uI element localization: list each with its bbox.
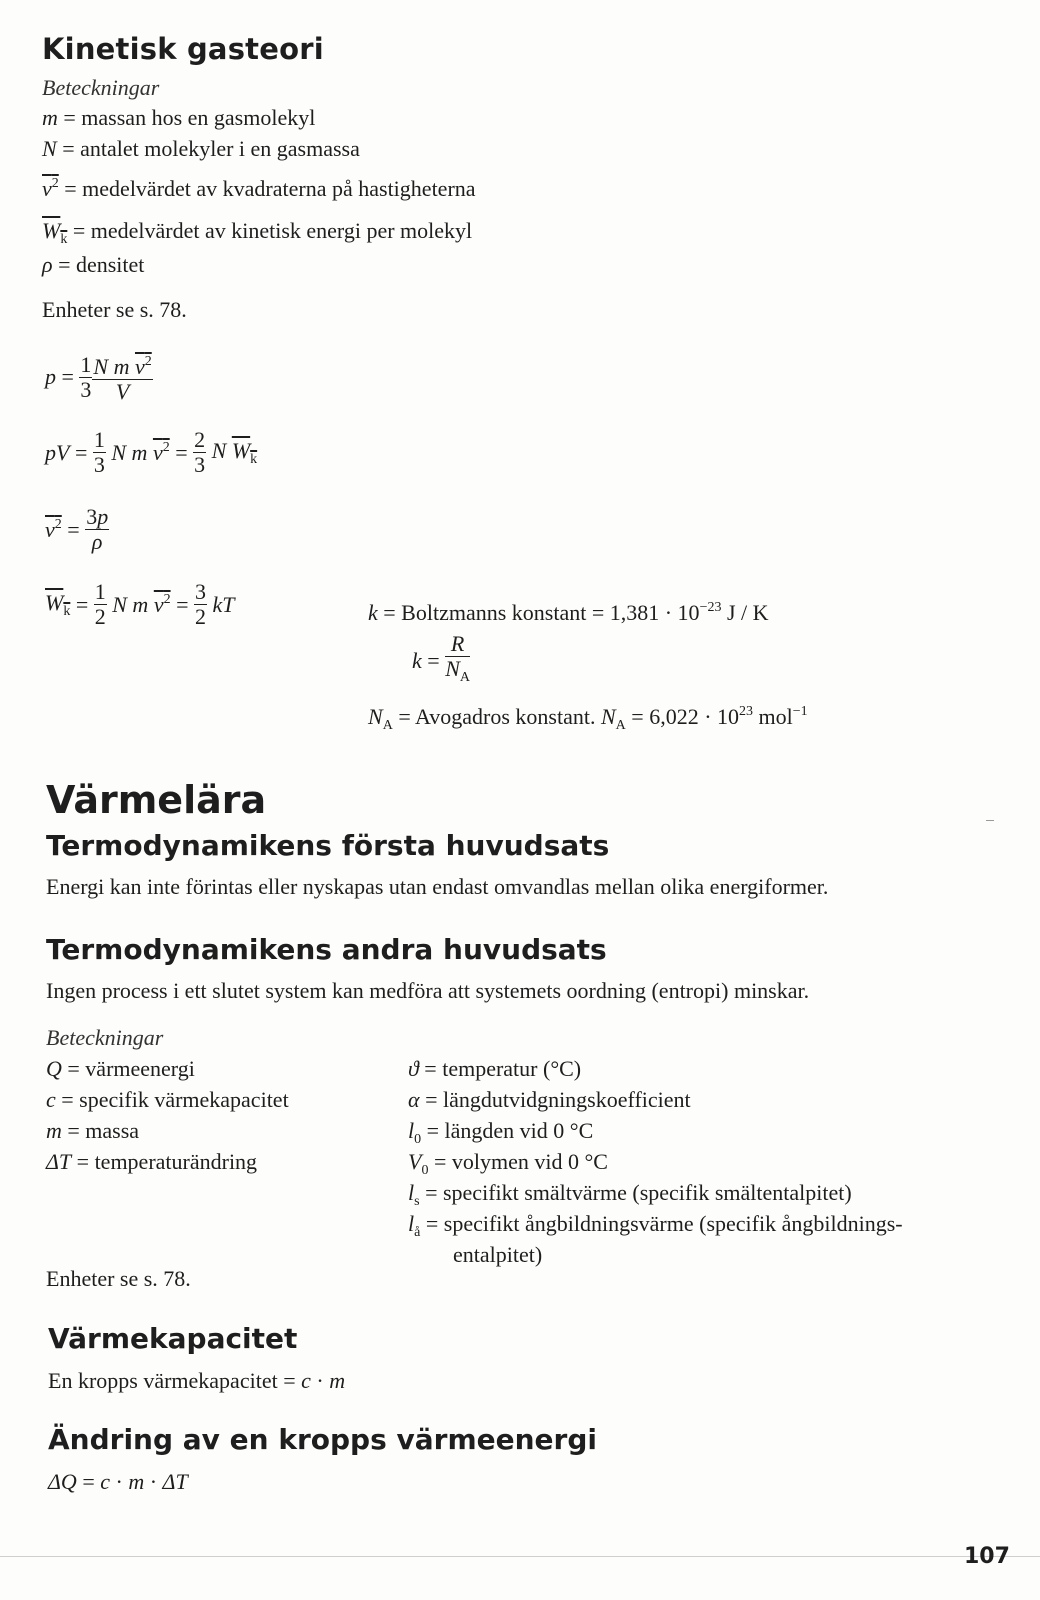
first-law-title: Termodynamikens första huvudsats: [46, 829, 610, 862]
change-formula: ΔQ = c · m · ΔT: [48, 1469, 188, 1494]
def-N: N = antalet molekyler i en gasmassa: [42, 136, 360, 161]
def-dT: ΔT = temperaturändring: [46, 1149, 258, 1174]
def-heat-m: m = massa: [46, 1118, 140, 1143]
equation-pressure: p = $\frac{1}{3}$ $\frac{N m v^2}{V}$: [45, 351, 152, 404]
capacity-text: En kropps värmekapacitet = c · m: [48, 1368, 346, 1393]
def-Wk: $W_k$ = medelvärdet av kinetisk energi per molekyl: [42, 218, 473, 247]
def-theta: ϑ = temperatur (°C): [408, 1056, 582, 1081]
page-number: 107: [964, 1544, 1010, 1569]
equation-k: k = $\frac{R}{N_A}$: [412, 631, 470, 685]
equation-Wk: $W_k$ = $\frac{1}{2}$ N m $v^2$ = $\frac{3}{2}$ kT: [45, 579, 235, 629]
def-rho: ρ = densitet: [42, 252, 145, 277]
margin-mark: [986, 820, 994, 821]
heat-units-reference: Enheter se s. 78.: [46, 1266, 191, 1291]
first-law-text: Energi kan inte förintas eller nyskapas utan endast omvandlas mellan olika energiformer.: [46, 874, 829, 899]
def-ls: $l_s$ = specifikt smältvärme (specifik smältentalpitet): [408, 1180, 852, 1209]
def-alpha: α = längdutvidgningskoefficient: [408, 1087, 691, 1112]
section-title-kinetic: Kinetisk gasteori: [42, 32, 324, 66]
section-title-heat: Värmelära: [46, 778, 267, 822]
capacity-title: Värmekapacitet: [48, 1322, 298, 1355]
avogadro-constant: $N_A$ = Avogadros konstant. $N_A = 6,022 \cdot 10^{23}$ mol$^{-1}$: [368, 704, 808, 733]
def-c: c = specifik värmekapacitet: [46, 1087, 289, 1112]
boltzmann-constant: k = Boltzmanns konstant = $1,381 \cdot 10^{-23}$ J / K: [368, 600, 769, 625]
def-V0: $V_0$ = volymen vid 0 °C: [408, 1149, 608, 1178]
second-law-text: Ingen process i ett slutet system kan medföra att systemets oordning (entropi) minskar.: [46, 978, 810, 1003]
def-la-cont: entalpitet): [453, 1242, 543, 1267]
units-reference: Enheter se s. 78.: [42, 297, 187, 322]
equation-pV: pV = $\frac{1}{3}$ N m $v^2$ = $\frac{2}{3}$ N $W_k$: [45, 427, 258, 477]
equation-v2: $v^2$ = $\frac{3p}{\rho}$: [45, 504, 109, 554]
def-la: $l_å$ = specifikt ångbildningsvärme (specifik ångbildnings-: [408, 1211, 903, 1240]
second-law-title: Termodynamikens andra huvudsats: [46, 933, 607, 966]
def-Q: Q = värmeenergi: [46, 1056, 195, 1081]
heat-notation-label: Beteckningar: [46, 1025, 164, 1050]
change-title: Ändring av en kropps värmeenergi: [48, 1423, 597, 1456]
def-l0: $l_0$ = längden vid 0 °C: [408, 1118, 594, 1147]
def-m: m = massan hos en gasmolekyl: [42, 105, 316, 130]
notation-label: Beteckningar: [42, 75, 160, 100]
def-v2: $v^2$ = medelvärdet av kvadraterna på hastigheterna: [42, 176, 476, 201]
footer-rule: [0, 1556, 1040, 1557]
